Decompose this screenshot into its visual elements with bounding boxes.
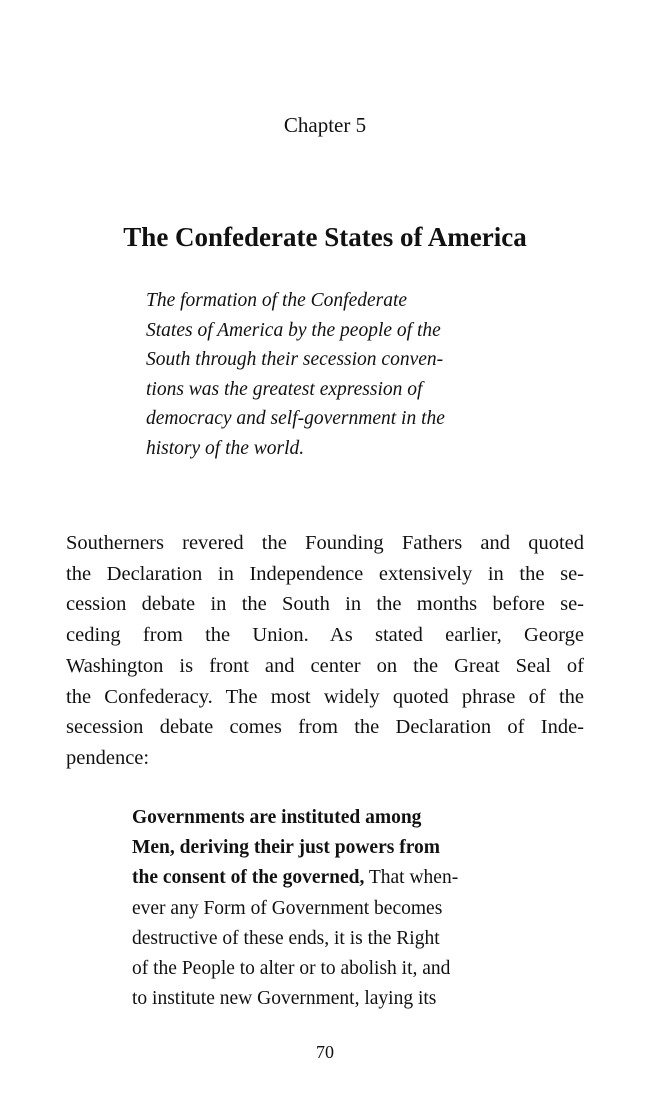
quote-mixed-line (132, 863, 532, 893)
block-quote (132, 803, 532, 1014)
quote-line: ever any Form of Government becomes (132, 897, 443, 919)
chapter-title: The Confederate States of America (123, 222, 527, 252)
quote-line: of the People to alter or to abolish it, and (132, 958, 451, 980)
epigraph-line: South through their secession conven- (146, 349, 444, 371)
body-line: secession debate comes from the Declaration of Inde- (66, 716, 584, 739)
body-line: pendence: (66, 746, 150, 769)
epigraph-line: States of America by the people of the (146, 319, 441, 341)
quote-bold-fragment: the consent of the governed, (132, 867, 365, 889)
epigraph-line: democracy and self-government in the (146, 408, 445, 430)
epigraph-line: The formation of the Confederate (146, 290, 408, 311)
body-line: cession debate in the South in the months before se- (66, 593, 584, 616)
body-line: the Confederacy. The most widely quoted phrase of the (66, 685, 584, 708)
body-line: Southerners revered the Founding Fathers and quoted (66, 532, 584, 554)
body-line: ceding from the Union. As stated earlier, George (66, 624, 584, 647)
body-line: Washington is front and center on the Great Seal of (66, 654, 584, 677)
quote-bold-line: Governments are instituted among (132, 807, 422, 828)
quote-line: destructive of these ends, it is the Right (132, 927, 440, 949)
quote-bold-line: Men, deriving their just powers from (132, 837, 440, 859)
chapter-label: Chapter 5 (283, 113, 367, 137)
quote-regular-fragment: That when- (364, 867, 459, 889)
epigraph (146, 286, 526, 464)
page-number: 70 (316, 1042, 334, 1062)
body-line: the Declaration in Independence extensively in the se- (66, 562, 584, 585)
quote-line: to institute new Government, laying its (132, 988, 437, 1010)
epigraph-line: tions was the greatest expression of (146, 378, 423, 400)
body-paragraph (66, 528, 584, 774)
epigraph-line: history of the world. (146, 437, 305, 459)
